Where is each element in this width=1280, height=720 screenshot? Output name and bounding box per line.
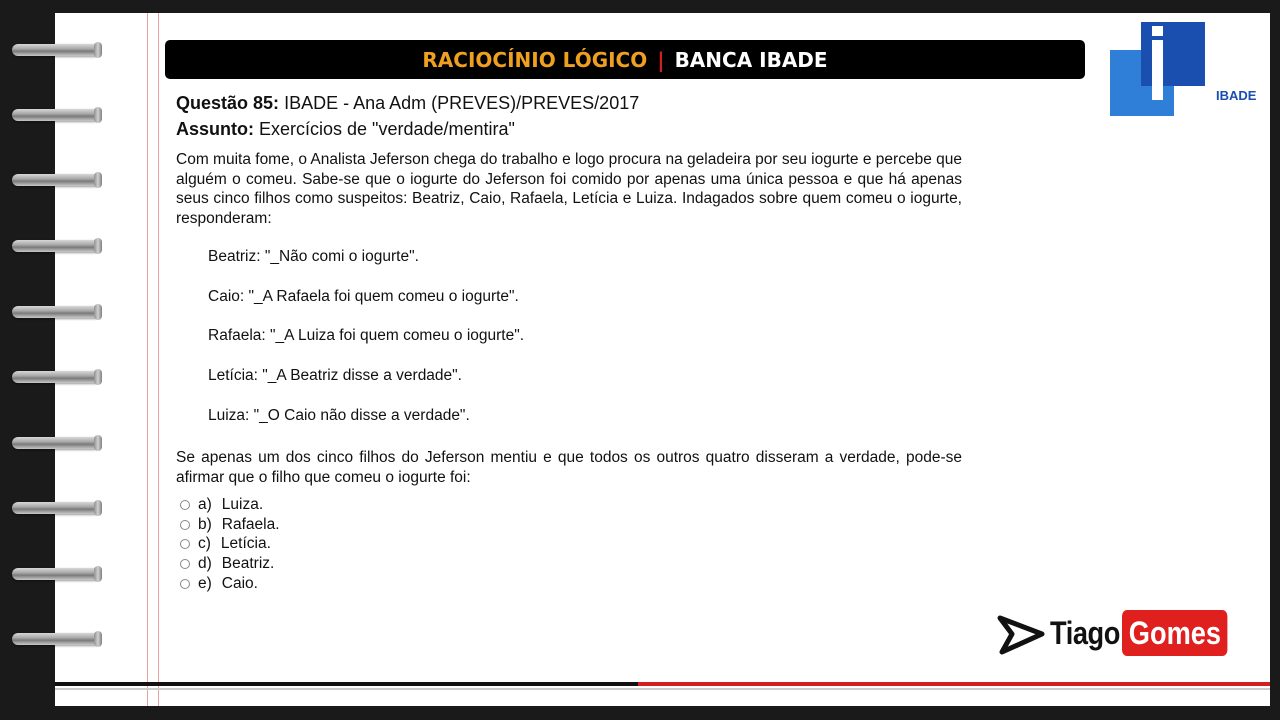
margin-line — [147, 13, 148, 706]
option-a[interactable] — [176, 495, 962, 515]
statement: Beatriz: "_Não comi o iogurte". — [208, 247, 419, 265]
statements-list — [176, 247, 962, 446]
statement: Luiza: "_O Caio não disse a verdade". — [208, 407, 470, 424]
title-bank: BANCA IBADE — [674, 47, 828, 72]
brand-second: Gomes — [1122, 610, 1228, 656]
question-prompt: Se apenas um dos cinco filhos do Jeferson mentiu e que todos os outros quatro disseram a verdade, pode-se afirmar que o filho que comeu o iogurte foi: — [176, 448, 962, 486]
brand-first: Tiago — [1050, 614, 1120, 651]
title-subject: RACIOCÍNIO LÓGICO — [422, 47, 648, 72]
logo-i-dot — [1152, 26, 1163, 36]
title-separator: | — [657, 47, 665, 72]
statement: Rafaela: "_A Luiza foi quem comeu o iogurte". — [208, 327, 525, 345]
statement: Caio: "_A Rafaela foi quem comeu o iogurte". — [208, 287, 519, 305]
radio-icon[interactable] — [180, 559, 190, 569]
spiral-ring — [12, 498, 104, 518]
option-text: Beatriz. — [221, 555, 275, 573]
topic-label: Assunto: — [176, 119, 254, 139]
option-letter: e) — [198, 574, 212, 592]
logo-i-stem — [1152, 40, 1163, 100]
ibade-logo — [1108, 20, 1268, 120]
spiral-ring — [12, 170, 104, 190]
spiral-ring — [12, 629, 104, 649]
option-c[interactable] — [176, 535, 962, 555]
spiral-ring — [12, 302, 104, 322]
question-intro: Com muita fome, o Analista Jeferson chega do trabalho e logo procura na geladeira por seu iogurte e percebe que alguém o comeu. Sabe-se que o iogurte do Jeferson foi comido por apenas uma única pessoa e que há apenas seus cinco filhos como suspeitos: Beatriz, Caio, Rafaela, Letícia e Luiza. Indagados sobre quem comeu o iogurte, responderam: — [176, 151, 962, 228]
spiral-binding — [12, 40, 106, 670]
statement: Letícia: "_A Beatriz disse a verdade". — [208, 367, 462, 385]
spiral-ring — [12, 105, 104, 125]
question-content — [176, 90, 962, 592]
logo-square-dark — [1141, 22, 1205, 86]
question-source: IBADE - Ana Adm (PREVES)/PREVES/2017 — [284, 93, 640, 113]
question-heading — [176, 90, 962, 116]
bottom-divider — [55, 682, 1270, 686]
spiral-ring — [12, 40, 104, 60]
option-e[interactable] — [176, 574, 962, 594]
spiral-ring — [12, 433, 104, 453]
option-letter: d) — [198, 555, 212, 573]
title-bar — [165, 40, 1085, 79]
logo-text: IBADE — [1216, 88, 1257, 103]
spiral-ring — [12, 564, 104, 584]
answer-options — [176, 495, 962, 592]
radio-icon[interactable] — [180, 500, 190, 510]
option-b[interactable] — [176, 515, 962, 535]
option-letter: c) — [198, 535, 211, 553]
question-label: Questão 85: — [176, 93, 280, 113]
radio-icon[interactable] — [180, 579, 190, 589]
bottom-shadow — [55, 688, 1270, 690]
radio-icon[interactable] — [180, 539, 190, 549]
option-letter: a) — [198, 496, 212, 514]
topic-text: Exercícios de "verdade/mentira" — [259, 119, 515, 139]
option-text: Rafaela. — [221, 515, 280, 533]
option-text: Luiza. — [221, 496, 264, 514]
option-d[interactable] — [176, 554, 962, 574]
brand-arrow-icon — [998, 610, 1046, 656]
option-text: Letícia. — [220, 535, 271, 553]
spiral-ring — [12, 236, 104, 256]
radio-icon[interactable] — [180, 520, 190, 530]
topic-heading — [176, 116, 962, 142]
margin-line — [158, 13, 159, 706]
spiral-ring — [12, 367, 104, 387]
brand-logo — [998, 610, 1246, 656]
option-text: Caio. — [221, 574, 258, 592]
option-letter: b) — [198, 515, 212, 533]
